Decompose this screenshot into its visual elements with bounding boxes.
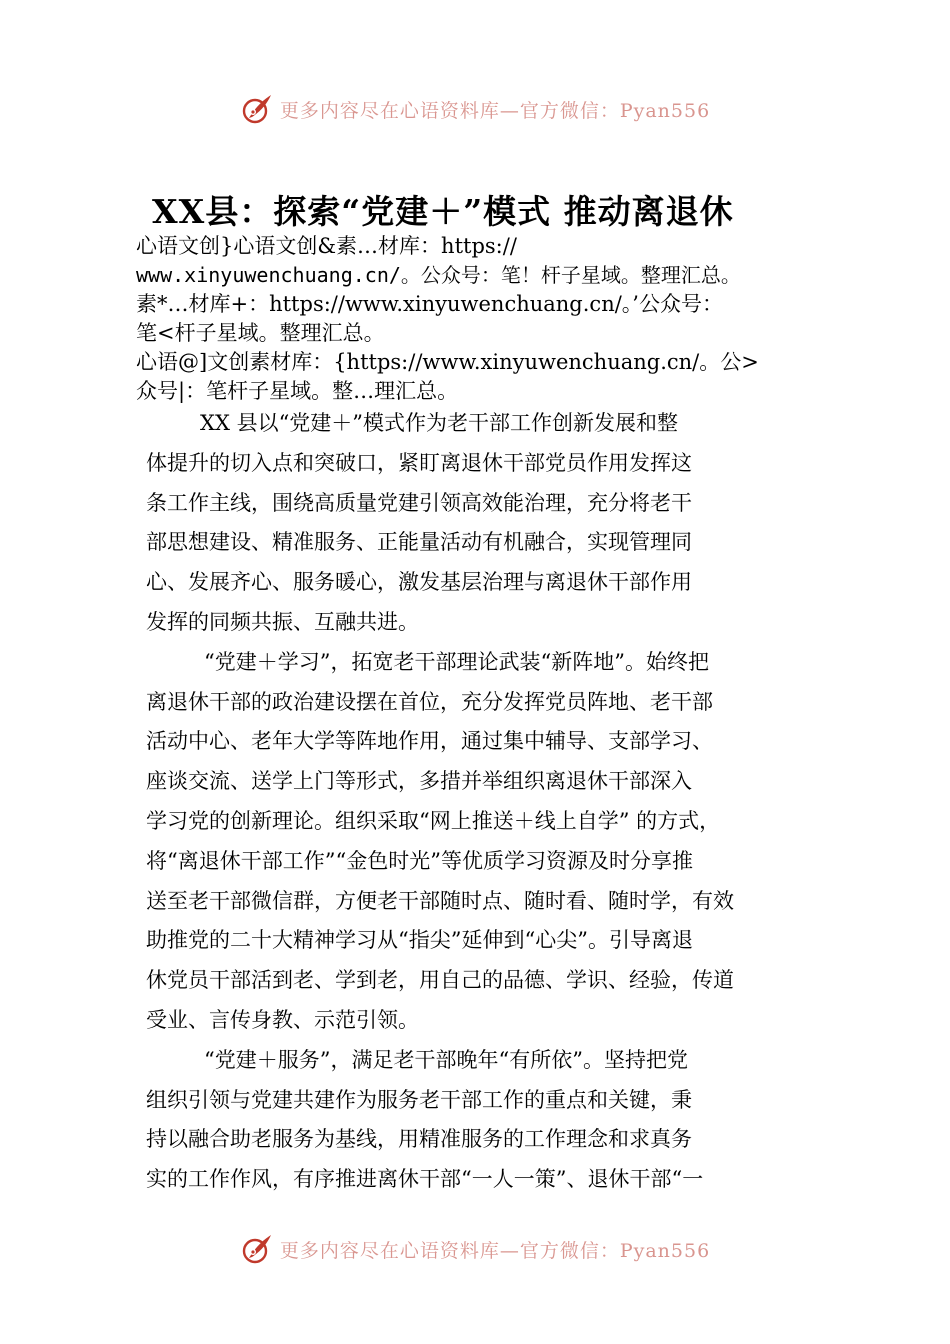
quill-logo-icon [240, 92, 274, 126]
text-line: 条工作主线，围绕高质量党建引领高效能治理，充分将老干 [146, 490, 692, 515]
paragraph-intro [146, 404, 836, 643]
meta-line: 众号|：笔杆子星域。整…理汇总。 [136, 379, 459, 403]
text-line: 受业、言传身教、示范引领。 [146, 1007, 419, 1032]
header-banner [0, 92, 950, 126]
text-line: 心、发展齐心、服务暖心，激发基层治理与离退休干部作用 [146, 570, 692, 595]
text-line: 体提升的切入点和突破口，紧盯离退休干部党员作用发挥这 [146, 450, 692, 475]
meta-line: 素*…材库+：https://www.xinyuwenchuang.cn/。’公众号： [136, 292, 723, 316]
meta-line: 笔<杆子星域。整理汇总。 [136, 321, 385, 345]
meta-line: 心语文创}心语文创&素…材库：https:// [136, 234, 517, 258]
text-line: 助推党的二十大精神学习从“指尖”延伸到“心尖”。引导离退 [146, 928, 693, 953]
text-line: “党建＋学习”，拓宽老干部理论武装“新阵地”。始终把 [204, 649, 709, 674]
text-line: XX 县以“党建＋”模式作为老干部工作创新发展和整 [200, 411, 679, 435]
text-line: 座谈交流、送学上门等形式，多措并举组织离退休干部深入 [146, 769, 692, 794]
paragraph-service [146, 1041, 836, 1200]
text-line: 持以融合助老服务为基线，用精准服务的工作理念和求真务 [146, 1127, 692, 1152]
source-meta [136, 232, 856, 406]
header-banner-text: 更多内容尽在心语资料库—官方微信：Pyan556 [279, 99, 711, 122]
text-line: 休党员干部活到老、学到老，用自己的品德、学识、经验，传道 [146, 968, 734, 993]
meta-line: www.xinyuwenchuang.cn/。公众号：笔！杆子星域。整理汇总。 [136, 263, 741, 287]
footer-banner-text: 更多内容尽在心语资料库—官方微信：Pyan556 [279, 1239, 711, 1262]
text-line: 组织引领与党建共建作为服务老干部工作的重点和关键，秉 [146, 1087, 692, 1112]
text-line: 部思想建设、精准服务、正能量活动有机融合，实现管理同 [146, 530, 692, 555]
text-line: 离退休干部的政治建设摆在首位，充分发挥党员阵地、老干部 [146, 689, 713, 714]
text-line: 学习党的创新理论。组织采取“网上推送＋线上自学” 的方式， [146, 808, 721, 833]
footer-banner [0, 1232, 950, 1266]
text-line: 活动中心、老年大学等阵地作用，通过集中辅导、支部学习、 [146, 729, 713, 754]
text-line: 将“离退休干部工作”“金色时光”等优质学习资源及时分享推 [146, 848, 693, 873]
text-line: 实的工作作风，有序推进离休干部“一人一策”、退休干部“一 [146, 1167, 704, 1192]
text-line: “党建＋服务”，满足老干部晚年“有所依”。坚持把党 [204, 1047, 688, 1072]
meta-line: 心语@]文创素材库：{https://www.xinyuwenchuang.cn/。公> [136, 350, 759, 374]
quill-logo-icon [240, 1232, 274, 1266]
text-line: 送至老干部微信群，方便老干部随时点、随时看、随时学，有效 [146, 888, 734, 913]
document-body [146, 404, 836, 1200]
document-title: XX县：探索“党建＋”模式 推动离退休 [152, 192, 734, 231]
text-line: 发挥的同频共振、互融共进。 [146, 609, 419, 634]
paragraph-study [146, 643, 836, 1041]
